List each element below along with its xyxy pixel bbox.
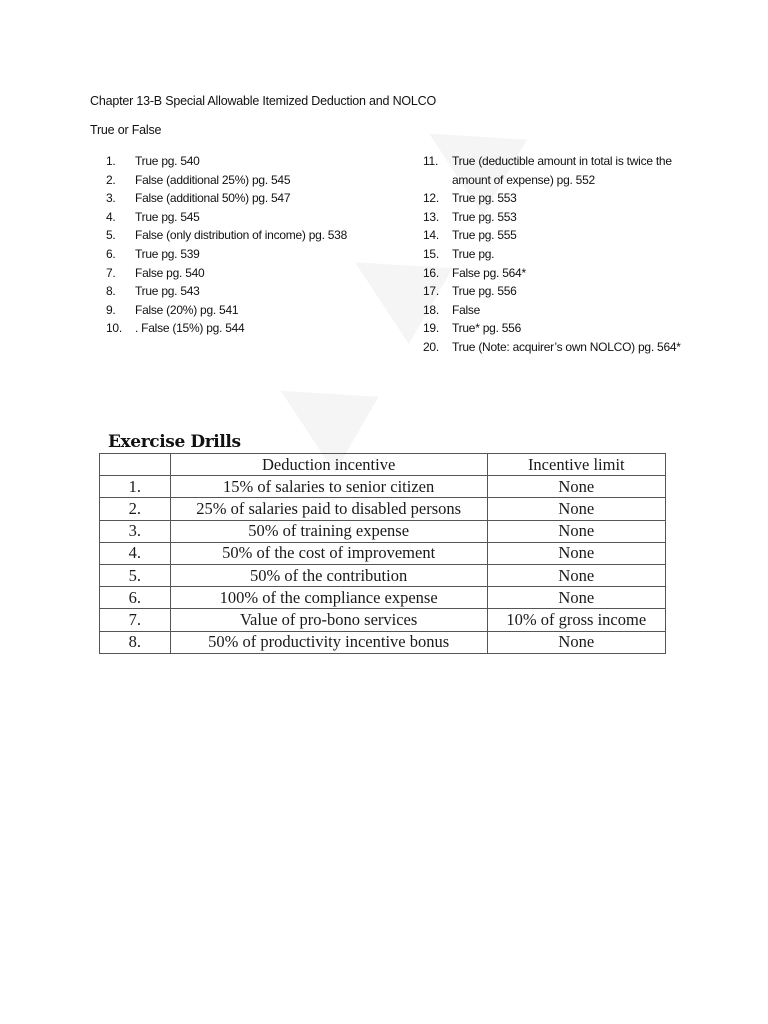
list-item-number: 13. [423,209,439,224]
list-item [423,208,683,227]
cell-deduction-incentive: 50% of the contribution [170,564,487,586]
cell-number: 5. [100,564,171,586]
cell-incentive-limit: None [487,498,665,520]
list-item [423,264,683,283]
list-item-text: False (only distribution of income) pg. 538 [135,228,348,243]
table-row [100,631,666,653]
list-item-number: 9. [106,302,116,317]
list-item-number: 18. [423,302,439,317]
list-item [106,319,406,338]
list-item-text: True pg. 553 [452,209,517,224]
list-item-number: 20. [423,339,439,354]
cell-deduction-incentive: 50% of the cost of improvement [170,542,487,564]
list-item-text: True* pg. 556 [452,321,522,336]
list-item [423,189,683,208]
list-item-number: 7. [106,265,116,280]
list-item-text: True pg. 545 [135,209,200,224]
list-item-text: False pg. 540 [135,265,205,280]
header-cell-number [100,454,171,476]
cell-number: 1. [100,476,171,498]
cell-number: 6. [100,587,171,609]
list-item-number: 17. [423,284,439,299]
list-item-number: 16. [423,265,439,280]
cell-deduction-incentive: 25% of salaries paid to disabled persons [170,498,487,520]
list-item-text: . False (15%) pg. 544 [135,321,245,336]
table-row [100,542,666,564]
exercise-drills-table [99,453,666,654]
list-item-text: True pg. 539 [135,246,200,261]
list-item-text: True pg. 556 [452,284,517,299]
cell-incentive-limit: None [487,520,665,542]
cell-incentive-limit: None [487,631,665,653]
list-item-number: 5. [106,228,116,243]
list-item [106,171,406,190]
list-item-number: 6. [106,246,116,261]
list-item-text: False [452,302,481,317]
list-item [106,282,406,301]
cell-number: 4. [100,542,171,564]
list-item [106,189,406,208]
list-item-text: True pg. 543 [135,284,200,299]
table-row [100,587,666,609]
cell-number: 2. [100,498,171,520]
list-item [423,152,683,189]
list-item [106,208,406,227]
header-cell-deduction-incentive: Deduction incentive [170,454,487,476]
list-item [423,338,683,357]
cell-incentive-limit: None [487,542,665,564]
list-item [106,152,406,171]
list-item [106,301,406,320]
cell-incentive-limit: None [487,476,665,498]
list-item-number: 12. [423,191,439,206]
list-item-text: True pg. [452,246,495,261]
list-item-text: True (deductible amount in total is twice the amount of expense) pg. 552 [452,154,672,187]
chapter-title: Chapter 13-B Special Allowable Itemized Deduction and NOLCO [90,94,437,108]
list-item [423,319,683,338]
list-item-text: True pg. 540 [135,154,200,168]
cell-deduction-incentive: Value of pro-bono services [170,609,487,631]
list-item-number: 4. [106,209,116,224]
answer-list-left [106,152,406,338]
table-row [100,609,666,631]
list-item [106,245,406,264]
cell-incentive-limit: None [487,587,665,609]
cell-deduction-incentive: 50% of productivity incentive bonus [170,631,487,653]
list-item [423,226,683,245]
header-cell-incentive-limit: Incentive limit [487,454,665,476]
list-item-number: 1. [106,154,116,168]
cell-number: 3. [100,520,171,542]
list-item [423,245,683,264]
cell-number: 7. [100,609,171,631]
list-item [423,301,683,320]
list-item-number: 3. [106,191,116,206]
cell-incentive-limit: 10% of gross income [487,609,665,631]
cell-number: 8. [100,631,171,653]
table-row [100,564,666,586]
list-item-text: True pg. 553 [452,191,517,206]
list-item-number: 10. [106,321,122,336]
list-item-number: 19. [423,321,439,336]
answer-list-right [423,152,683,357]
list-item-number: 8. [106,284,116,299]
list-item-number: 14. [423,228,439,243]
list-item-text: False (20%) pg. 541 [135,302,239,317]
list-item-number: 2. [106,172,116,187]
cell-deduction-incentive: 50% of training expense [170,520,487,542]
list-item-text: True pg. 555 [452,228,517,243]
list-item [106,264,406,283]
table-row [100,520,666,542]
cell-incentive-limit: None [487,564,665,586]
list-item-number: 11. [423,154,439,168]
list-item [423,282,683,301]
cell-deduction-incentive: 100% of the compliance expense [170,587,487,609]
list-item-text: False pg. 564* [452,265,526,280]
exercise-drills-title: Exercise Drills [108,432,241,452]
table-row [100,476,666,498]
list-item [106,226,406,245]
table-row [100,498,666,520]
list-item-text: False (additional 25%) pg. 545 [135,172,291,187]
cell-deduction-incentive: 15% of salaries to senior citizen [170,476,487,498]
list-item-number: 15. [423,246,439,261]
table-header-row [100,454,666,476]
list-item-text: True (Note: acquirer’s own NOLCO) pg. 564* [452,339,681,354]
section-title: True or False [90,123,162,137]
list-item-text: False (additional 50%) pg. 547 [135,191,291,206]
